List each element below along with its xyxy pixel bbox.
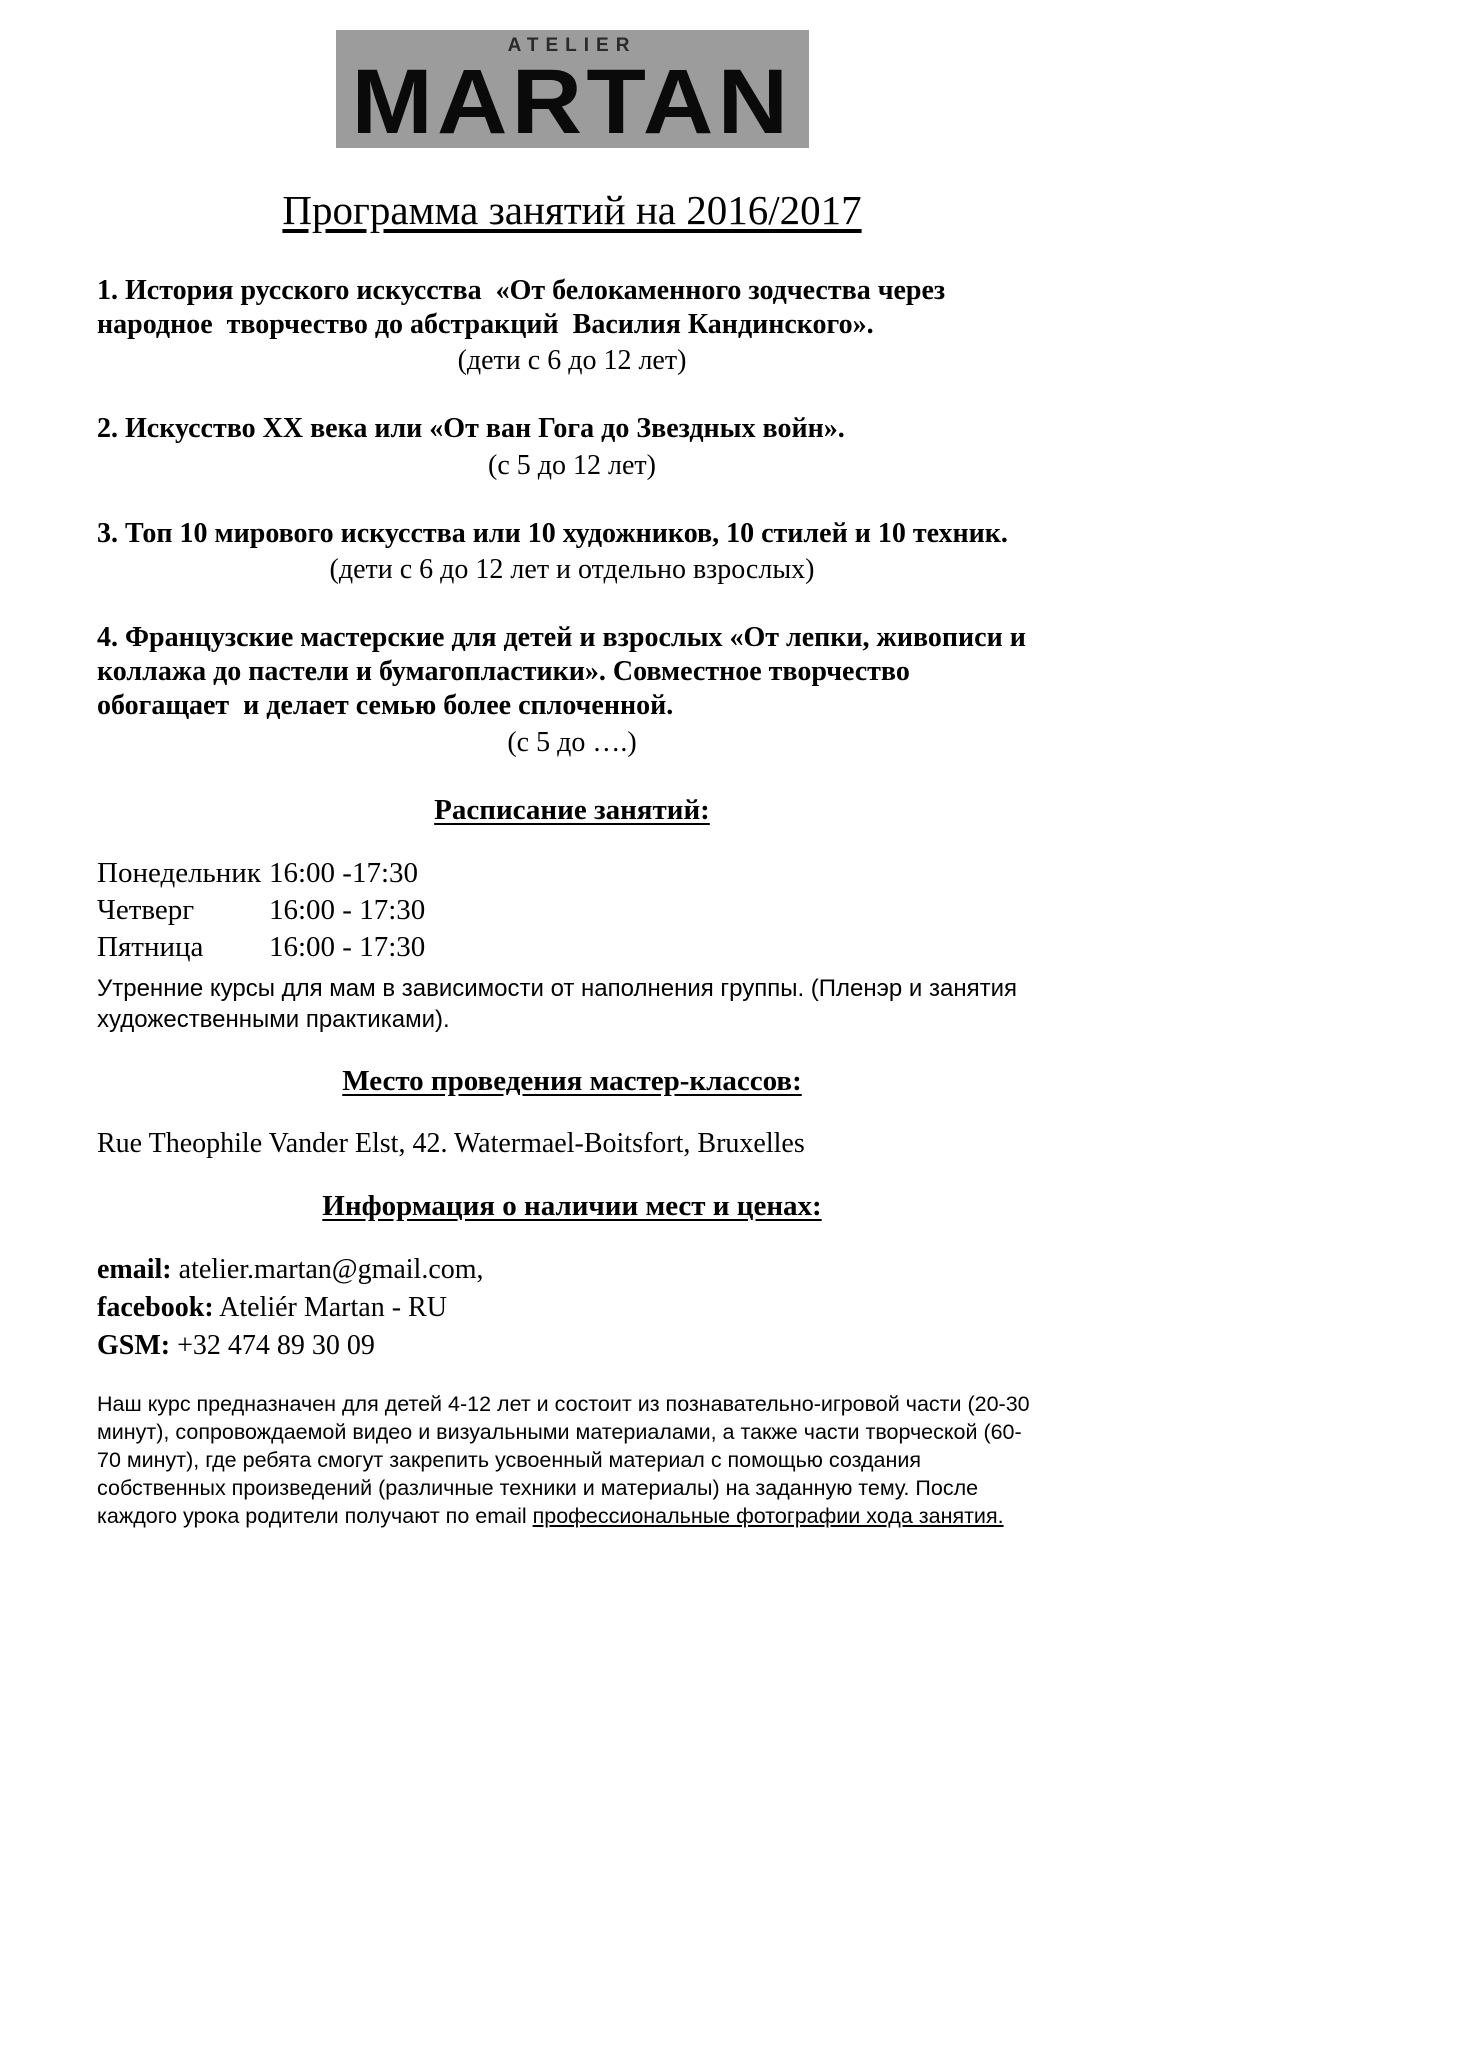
footer-paragraph — [97, 1391, 1042, 1531]
program-item-4-note: (с 5 до ….) — [507, 726, 637, 758]
contact-row-facebook — [97, 1289, 1047, 1327]
program-item-2-note: (с 5 до 12 лет) — [488, 449, 656, 481]
program-item-4 — [97, 621, 1047, 760]
program-item-1 — [97, 274, 1047, 378]
schedule-row — [97, 892, 1047, 929]
program-item-3 — [97, 517, 1047, 587]
address-line: Rue Theophile Vander Elst, 42. Watermael-Boitsfort, Bruxelles — [97, 1128, 805, 1160]
program-item-4-text: 4. Французские мастерские для детей и взрослых «От лепки, живописи и коллажа до пастели и бумагопластики». Совместное творчество обогащает и делает семью более сплоченной. — [97, 622, 1033, 722]
contact-label-facebook: facebook: — [97, 1292, 214, 1324]
program-item-1-text: 1. История русского искусства «От белокаменного зодчества через народное творчество до абстракций Василия Кандинского». — [97, 275, 953, 341]
page-title: Программа занятий на 2016/2017 — [282, 187, 862, 233]
program-item-3-text: 3. Топ 10 мирового искусства или 10 художников, 10 стилей и 10 техник. — [97, 517, 1008, 549]
footer-text: Наш курс предназначен для детей 4-12 лет и состоит из познавательно-игровой части (20-30 минут), сопровождаемой видео и визуальными материалами, а также части творческой (60-70 минут), где ребята смогут закрепить усвоенный материал с помощью создания собственных произведений (различные техники и материалы) на заданную тему. После каждого урока родители получают по email — [97, 1391, 1030, 1528]
contacts-list — [97, 1251, 1047, 1364]
logo-atelier-text: ATELIER — [507, 35, 637, 56]
logo-banner — [336, 30, 809, 148]
contact-label-email: email: — [97, 1254, 172, 1286]
schedule-row — [97, 929, 1047, 966]
footer-underlined-text: профессиональные фотографии хода занятия. — [532, 1503, 1004, 1528]
schedule-time: 16:00 - 17:30 — [269, 930, 426, 963]
contact-row-gsm — [97, 1327, 1047, 1365]
schedule-note: Утренние курсы для мам в зависимости от наполнения группы. (Пленэр и занятия художественными практиками). — [97, 975, 1017, 1033]
info-heading: Информация о наличии мест и ценах: — [322, 1190, 822, 1223]
contact-row-email — [97, 1251, 1047, 1289]
logo-martan-text: MARTAN — [351, 51, 793, 148]
schedule-day: Четверг — [97, 893, 195, 926]
program-items — [97, 274, 1047, 760]
program-item-1-note: (дети с 6 до 12 лет) — [457, 345, 687, 377]
location-heading: Место проведения мастер-классов: — [342, 1065, 802, 1098]
schedule-row — [97, 855, 1047, 892]
document-page — [97, 0, 1047, 1531]
schedule-table — [97, 855, 1047, 966]
schedule-time: 16:00 -17:30 — [269, 856, 419, 889]
program-item-3-note: (дети с 6 до 12 лет и отдельно взрослых) — [329, 553, 815, 585]
schedule-day: Пятница — [97, 930, 204, 963]
contact-value-gsm: +32 474 89 30 09 — [170, 1330, 375, 1362]
program-item-2-text: 2. Искусство XX века или «От ван Гога до Звездных войн». — [97, 413, 845, 445]
contact-value-email: atelier.martan@gmail.com, — [171, 1254, 484, 1286]
schedule-time: 16:00 - 17:30 — [269, 893, 426, 926]
schedule-day: Понедельник — [97, 856, 261, 889]
schedule-heading: Расписание занятий: — [434, 793, 710, 826]
program-item-2 — [97, 412, 1047, 482]
contact-value-facebook: Ateliér Martan - RU — [213, 1292, 447, 1324]
contact-label-gsm: GSM: — [97, 1330, 171, 1362]
